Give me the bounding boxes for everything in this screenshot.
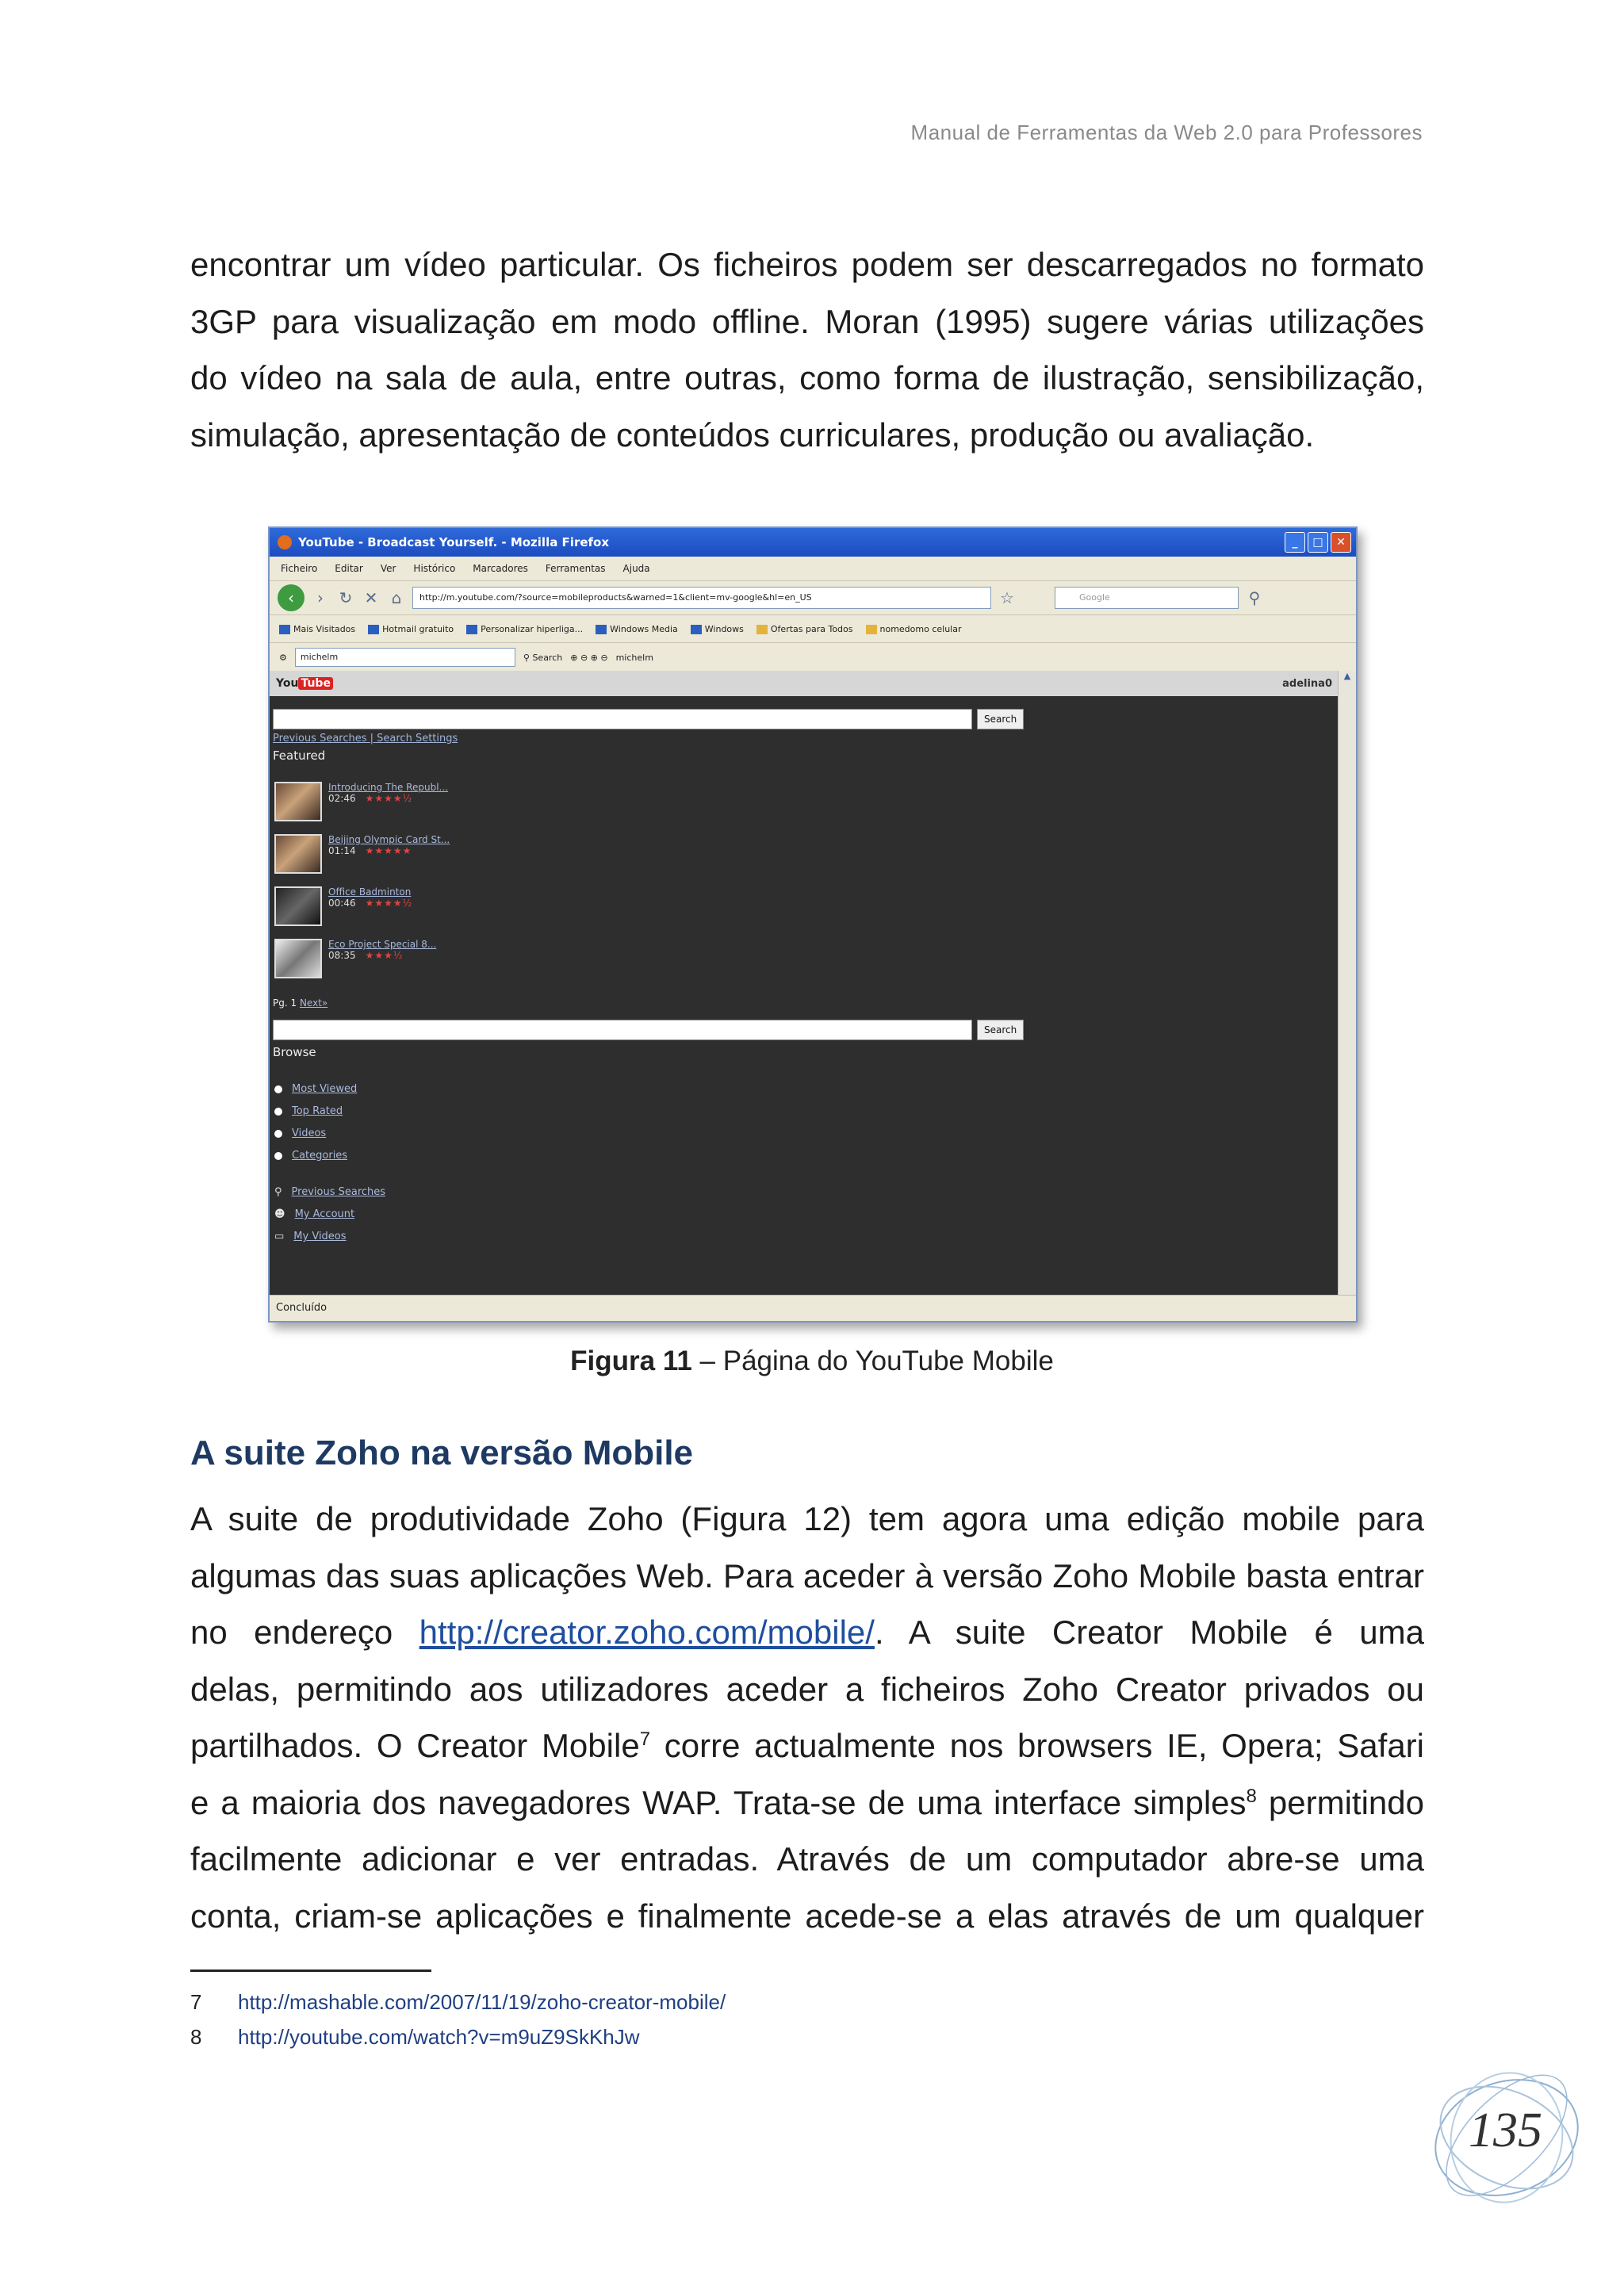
section-heading: A suite Zoho na versão Mobile	[190, 1434, 694, 1472]
youtube-search-input[interactable]	[273, 1020, 972, 1040]
bookmark-item[interactable]	[596, 624, 678, 634]
youtube-header	[270, 671, 1339, 696]
zoho-mobile-link[interactable]: http://creator.zoho.com/mobile/	[419, 1614, 875, 1651]
menu-item[interactable]: Ficheiro	[281, 563, 318, 574]
footnote	[190, 1990, 726, 2015]
video-rating: ★★★★½	[365, 793, 413, 804]
paragraph-2	[190, 1491, 1424, 1944]
footnote-link[interactable]: http://mashable.com/2007/11/19/zoho-creator-mobile/	[238, 1990, 726, 2014]
account-item[interactable]	[274, 1186, 385, 1198]
video-meta	[328, 939, 436, 978]
menu-item[interactable]: Histórico	[413, 563, 456, 574]
video-title[interactable]: Office Badminton	[328, 886, 412, 898]
next-link[interactable]: Next»	[299, 997, 328, 1009]
account-item[interactable]	[274, 1231, 347, 1242]
toolbar-gear-icon[interactable]: ⚙	[279, 652, 287, 663]
bookmark-label: Windows Media	[610, 623, 678, 634]
video-item[interactable]	[274, 939, 436, 978]
bookmark-label: Personalizar hiperliga...	[481, 623, 584, 634]
bookmark-icon	[691, 625, 702, 634]
search-icon: ⚲	[274, 1186, 282, 1198]
footnote-link[interactable]: http://youtube.com/watch?v=m9uZ9SkKhJw	[238, 2025, 640, 2049]
running-title: Manual de Ferramentas da Web 2.0 para Professores	[910, 121, 1423, 144]
account-link[interactable]: Previous Searches	[291, 1186, 386, 1198]
zoom-icon[interactable]: ⊕ ⊖ ⊕ ⊖	[570, 652, 608, 663]
paragraph-line: A suite de produtividade Zoho (Figura 12) tem agora uma edição mobile para	[190, 1500, 1424, 1537]
back-arrow-icon[interactable]: ‹	[278, 584, 304, 611]
account-item[interactable]	[274, 1208, 354, 1220]
paragraph-line: do vídeo na sala de aula, entre outras, como forma de ilustração, sensibilização,	[190, 359, 1424, 396]
vertical-scrollbar[interactable]	[1338, 671, 1356, 1296]
scroll-up-icon[interactable]: ▲	[1343, 671, 1351, 681]
paragraph-line: simulação, apresentação de conteúdos curriculares, produção ou avaliação.	[190, 415, 1315, 454]
bookmark-icon	[368, 625, 379, 634]
bullet-icon	[274, 1108, 282, 1116]
video-duration: 02:46	[328, 793, 356, 804]
video-thumbnail[interactable]	[274, 939, 322, 978]
browse-item[interactable]	[274, 1083, 357, 1095]
text-span: corre actualmente nos browsers IE, Opera; Safari	[650, 1727, 1424, 1764]
video-rating: ★★★★½	[365, 898, 413, 909]
stop-icon[interactable]: ✕	[364, 588, 378, 607]
bookmark-item[interactable]	[866, 624, 962, 634]
folder-icon	[756, 625, 768, 634]
window-title: YouTube - Broadcast Yourself. - Mozilla Firefox	[298, 535, 610, 549]
menu-item[interactable]: Ver	[380, 563, 396, 574]
footnote-ref[interactable]: 8	[1246, 1785, 1257, 1807]
text-span: partilhados. O Creator Mobile	[190, 1727, 640, 1764]
browse-link[interactable]: Top Rated	[292, 1105, 343, 1117]
paragraph-line	[190, 1774, 1424, 1832]
paragraph-line	[190, 1604, 1424, 1661]
footnote-number: 8	[190, 2025, 202, 2049]
video-title[interactable]: Eco Project Special 8...	[328, 939, 437, 950]
youtube-search-button[interactable]: Search	[977, 1020, 1024, 1040]
bookmark-icon	[279, 625, 290, 634]
youtube-search-top	[273, 709, 1024, 729]
bookmark-label: Hotmail gratuito	[382, 623, 454, 634]
menu-bar	[270, 557, 1356, 581]
user-icon: ☻	[274, 1208, 285, 1220]
video-meta	[328, 834, 450, 874]
bullet-icon	[274, 1085, 282, 1093]
paragraph-line: delas, permitindo aos utilizadores aceder a ficheiros Zoho Creator privados ou	[190, 1670, 1424, 1708]
figure-youtube-mobile-screenshot	[268, 526, 1358, 1323]
video-thumbnail[interactable]	[274, 834, 322, 874]
logo-you: You	[276, 677, 299, 690]
bookmark-item[interactable]	[691, 624, 744, 634]
video-duration: 01:14	[328, 845, 356, 856]
footnote-ref[interactable]: 7	[639, 1728, 651, 1750]
bookmark-item[interactable]	[466, 624, 583, 634]
toolbar-input[interactable]: michelm	[295, 648, 515, 667]
paragraph-line: 3GP para visualização em modo offline. Moran (1995) sugere várias utilizações	[190, 302, 1424, 340]
bookmark-label: Mais Visitados	[293, 623, 356, 634]
video-meta	[328, 782, 448, 821]
browse-label: Browse	[273, 1045, 316, 1059]
figure-caption	[0, 1346, 1624, 1377]
video-duration: 08:35	[328, 950, 356, 961]
text-span: permitindo	[1256, 1783, 1425, 1821]
youtube-search-button[interactable]: Search	[977, 709, 1024, 729]
video-item[interactable]	[274, 834, 450, 874]
navigation-toolbar	[270, 581, 1356, 615]
paragraph-line: facilmente adicionar e ver entradas. Através de um computador abre-se uma	[190, 1840, 1424, 1878]
bookmarks-toolbar	[270, 615, 1356, 643]
menu-item[interactable]: Ajuda	[622, 563, 650, 574]
bookmark-item[interactable]	[279, 624, 355, 634]
window-titlebar	[270, 528, 1356, 557]
browse-link[interactable]: Most Viewed	[292, 1083, 358, 1095]
youtube-username[interactable]: adelina0	[1282, 677, 1332, 690]
bookmark-item[interactable]	[756, 624, 853, 634]
home-icon[interactable]: ⌂	[391, 588, 402, 607]
status-bar: Concluído	[270, 1295, 1356, 1321]
star-icon[interactable]: ☆	[1000, 588, 1014, 607]
paragraph-1	[190, 236, 1424, 463]
folder-icon	[866, 625, 877, 634]
addon-toolbar	[270, 643, 1356, 672]
toolbar-search-button[interactable]	[523, 653, 562, 663]
video-rating: ★★★½	[365, 950, 404, 961]
bookmark-label: nomedomo celular	[879, 623, 962, 634]
bookmark-label: Windows	[704, 623, 744, 634]
browse-item[interactable]	[274, 1150, 347, 1162]
featured-label: Featured	[273, 748, 326, 763]
youtube-mobile-page	[270, 671, 1339, 1296]
toolbar-search-label: Search	[532, 652, 563, 663]
video-duration: 00:46	[328, 898, 356, 909]
youtube-search-input[interactable]	[273, 709, 972, 729]
bullet-icon	[274, 1130, 282, 1138]
footnote	[190, 2025, 640, 2050]
video-title[interactable]: Introducing The Republ...	[328, 782, 448, 793]
video-rating: ★★★★★	[365, 845, 412, 856]
search-input[interactable]: Google	[1055, 587, 1239, 609]
video-icon: ▭	[274, 1231, 285, 1242]
reload-icon[interactable]: ↻	[339, 588, 353, 607]
search-icon[interactable]: ⚲	[1248, 588, 1261, 607]
text-span: . A suite Creator Mobile é uma	[874, 1614, 1424, 1651]
paragraph-line: encontrar um vídeo particular. Os ficheiros podem ser descarregados no formato	[190, 246, 1424, 283]
browse-item[interactable]	[274, 1105, 343, 1117]
search-links[interactable]: Previous Searches | Search Settings	[273, 733, 458, 745]
toolbar-user[interactable]: michelm	[615, 652, 653, 663]
pagination	[273, 997, 327, 1009]
address-bar[interactable]: http://m.youtube.com/?source=mobileproducts&warned=1&client=mv-google&hl=en_US	[412, 587, 991, 609]
page-indicator: Pg. 1	[273, 997, 297, 1009]
bookmark-label: Ofertas para Todos	[770, 623, 853, 634]
close-icon[interactable]: ✕	[1331, 532, 1351, 553]
logo-tube: Tube	[298, 677, 333, 690]
video-meta	[328, 886, 412, 926]
search-icon: ⚲	[523, 652, 533, 663]
video-thumbnail[interactable]	[274, 886, 322, 926]
menu-item[interactable]: Editar	[335, 563, 363, 574]
account-link[interactable]: My Videos	[293, 1231, 347, 1242]
caption-text: – Página do YouTube Mobile	[691, 1346, 1054, 1376]
paragraph-line: conta, criam-se aplicações e finalmente acede-se a elas através de um qualquer	[190, 1897, 1424, 1935]
menu-item[interactable]: Ferramentas	[545, 563, 606, 574]
text-span: no endereço	[190, 1614, 419, 1651]
bookmark-item[interactable]	[368, 624, 454, 634]
text-span: e a maioria dos navegadores WAP. Trata-se de uma interface simples	[190, 1783, 1247, 1821]
bookmark-icon	[466, 625, 477, 634]
video-thumbnail[interactable]	[274, 782, 322, 821]
youtube-search-bottom	[273, 1020, 1024, 1040]
browse-link[interactable]: Categories	[292, 1150, 348, 1162]
footnote-number: 7	[190, 1990, 202, 2014]
maximize-icon[interactable]: □	[1308, 532, 1328, 553]
bookmark-icon	[596, 625, 607, 634]
window-controls	[1285, 532, 1351, 553]
account-link[interactable]: My Account	[294, 1208, 355, 1220]
video-item[interactable]	[274, 782, 448, 821]
caption-label: Figura 11	[570, 1346, 692, 1376]
menu-item[interactable]: Marcadores	[473, 563, 528, 574]
footnote-divider	[190, 1970, 431, 1972]
browse-item[interactable]	[274, 1127, 326, 1139]
youtube-logo[interactable]	[276, 677, 333, 690]
browse-link[interactable]: Videos	[292, 1127, 327, 1139]
firefox-icon	[278, 535, 292, 549]
video-item[interactable]	[274, 886, 412, 926]
page-number: 135	[1469, 2104, 1542, 2157]
video-title[interactable]: Beijing Olympic Card St...	[328, 834, 450, 845]
bullet-icon	[274, 1152, 282, 1160]
paragraph-line	[190, 1717, 1424, 1774]
paragraph-line: algumas das suas aplicações Web. Para aceder à versão Zoho Mobile basta entrar	[190, 1556, 1424, 1594]
forward-arrow-icon[interactable]: ›	[317, 588, 324, 607]
minimize-icon[interactable]: _	[1285, 532, 1305, 553]
